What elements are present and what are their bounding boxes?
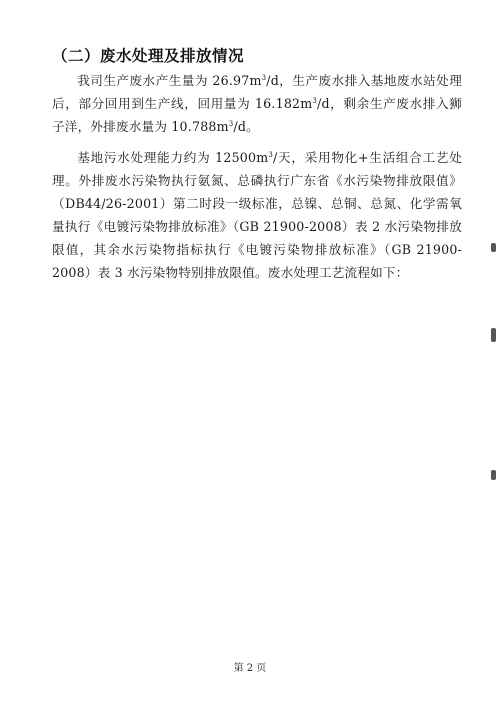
paragraph-text: /d。: [233, 119, 259, 134]
paragraph-treatment-standards: [52, 146, 462, 284]
scan-edge-mark: [491, 328, 496, 342]
paragraph-text: 基地污水处理能力约为 12500m: [77, 150, 269, 165]
paragraph-text: /d，剩余生产废水排入狮子洋，外排废水量为 10.788m: [52, 96, 462, 134]
paragraph-wastewater-volume: [52, 69, 462, 138]
page-number: 第 2 页: [233, 663, 267, 674]
superscript: 3: [261, 73, 267, 82]
paragraph-text: /天，采用物化+生活组合工艺处理。外排废水污染物执行氨氮、总磷执行广东省《水污染物排放限值》（DB44/26-2001）第二时段一级标准，总镍、总铜、总氮、化学需氧量执行《电镀污染物排放标准》（GB 21900-2008）表 2 水污染物排放限值，其余水污染物指标执行《电镀污染物排放标准》（GB 21900-2008）表 3 水污染物特别排放限值。废水处理工艺流程如下：: [52, 150, 462, 280]
scan-edge-mark: [491, 470, 496, 480]
paragraph-text: /d，生产废水排入基地废水站处理后，部分回用到生产线，回用量为 16.182m: [52, 73, 462, 111]
section-heading: （二）废水处理及排放情况: [52, 47, 245, 65]
superscript: 3: [268, 150, 274, 159]
scan-edge-mark: [491, 243, 496, 252]
superscript: 3: [312, 96, 318, 105]
paragraph-text: 我司生产废水产生量为 26.97m: [77, 73, 262, 88]
superscript: 3: [228, 119, 234, 128]
